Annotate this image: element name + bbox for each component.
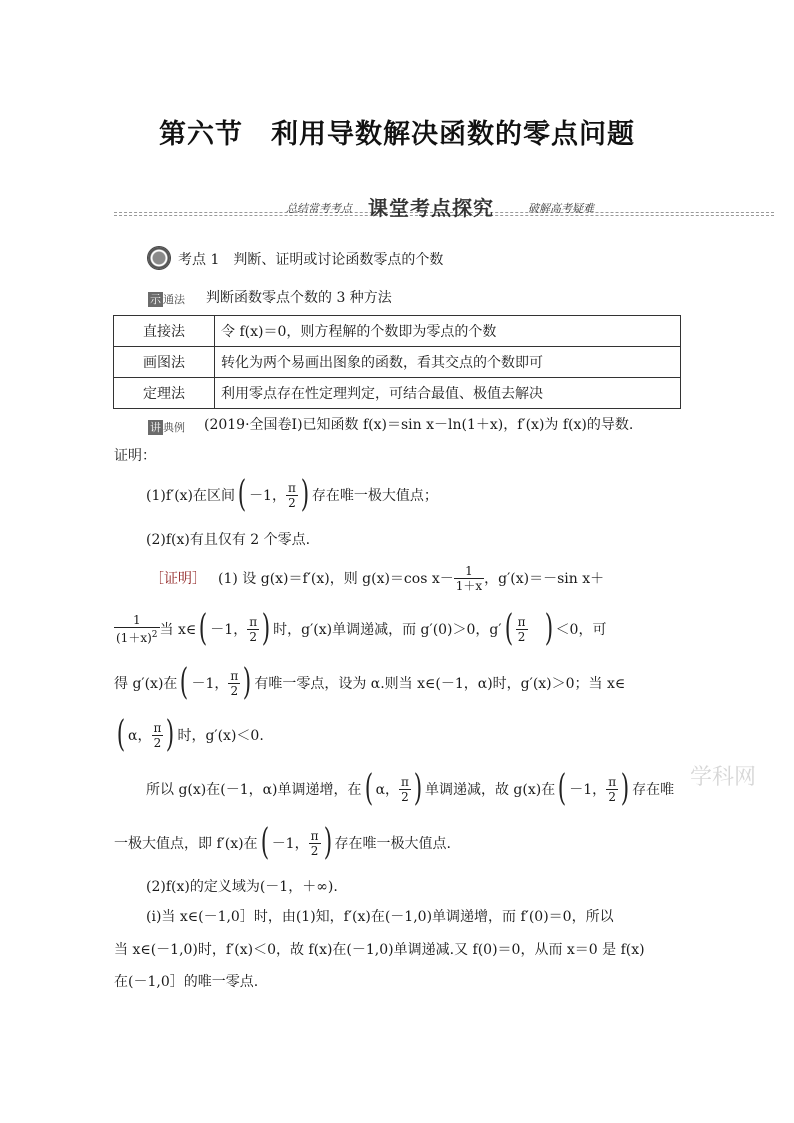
fraction-1-over-1px: $\frac{1}{1+x}$ xyxy=(455,563,483,593)
method-name: 直接法 xyxy=(114,316,215,347)
right-paren: ) xyxy=(166,714,175,755)
banner-left-text: 总结常考考点 xyxy=(286,202,352,215)
proof-p2-a: 当 x∈ xyxy=(159,622,197,638)
method-name: 画图法 xyxy=(114,347,215,378)
banner-right-text: 破解高考疑难 xyxy=(528,202,594,215)
right-paren: ) xyxy=(243,662,252,703)
page-title: 第六节 利用导数解决函数的零点问题 xyxy=(159,119,635,150)
question-1 xyxy=(146,475,438,515)
proof-p3-b: 有唯一零点，设为 α.则当 x∈(－1，α)时，g′(x)＞0；当 x∈ xyxy=(254,676,626,692)
q1-interval-left: －1， xyxy=(249,488,286,504)
left-paren: ( xyxy=(199,608,208,649)
method-name: 定理法 xyxy=(114,378,215,409)
left-paren: ( xyxy=(558,768,567,809)
tongfa-label-group xyxy=(148,288,185,307)
method-desc: 转化为两个易画出图象的函数，看其交点的个数即可 xyxy=(215,347,681,378)
proof-label: ［证明］ xyxy=(150,571,206,587)
proof-p6-b: 存在唯一极大值点. xyxy=(334,836,451,852)
banner-title: 课堂考点探究 xyxy=(368,196,494,220)
proof-p5-interval2-left: －1， xyxy=(569,782,607,798)
right-paren: ) xyxy=(261,608,271,649)
fraction-pi-over-2: $\frac{\pi}{2}$ xyxy=(249,614,258,644)
proof-line-6 xyxy=(114,822,451,864)
proof-line-9: 当 x∈(－1,0)时，f′(x)＜0，故 f(x)在(－1,0)单调递减.又 f(0)＝0，从而 x＝0 是 f(x) xyxy=(114,942,645,958)
tongfa-text: 判断函数零点个数的 3 种方法 xyxy=(206,290,392,306)
proof-line-2 xyxy=(114,608,606,650)
q1-suffix: 存在唯一极大值点； xyxy=(311,488,438,504)
proof-line-8: (ⅰ)当 x∈(－1,0］时，由(1)知，f′(x)在(－1,0)单调递增，而 f′(0)＝0，所以 xyxy=(146,909,614,925)
example-label-group xyxy=(148,416,185,435)
fraction-pi-over-2: $\frac{\pi}{2}$ xyxy=(153,720,162,750)
proof-line-10: 在(－1,0］的唯一零点. xyxy=(114,974,259,990)
right-paren: ) xyxy=(413,768,423,809)
method-desc: 利用零点存在性定理判定，可结合最值、极值去解决 xyxy=(215,378,681,409)
question-2: (2)f(x)有且仅有 2 个零点. xyxy=(146,532,311,548)
proof-p5-c: 存在唯 xyxy=(632,782,675,798)
right-paren: ) xyxy=(544,608,553,649)
proof-p2-interval-left: －1， xyxy=(210,622,248,638)
proof-p5-a: 所以 g(x)在(－1，α)单调递增，在 xyxy=(146,782,362,798)
proof-p2-b: 时，g′(x)单调递减，而 g′(0)＞0，g′ xyxy=(273,622,502,638)
fraction-pi-over-2: $\frac{\pi}{2}$ xyxy=(230,668,239,698)
table-row xyxy=(114,347,681,378)
tongfa-tag: 示 xyxy=(150,293,161,306)
proof-p4-interval-left: α， xyxy=(128,728,152,744)
proof-line-7: (2)f(x)的定义域为(－1，＋∞). xyxy=(146,879,338,895)
left-paren: ( xyxy=(237,474,247,515)
section-bullet-icon xyxy=(148,247,170,269)
proof-p2-c: ＜0，可 xyxy=(555,622,607,638)
proof-p6-a: 一极大值点，即 f′(x)在 xyxy=(114,836,258,852)
proof-p1-a: (1) 设 g(x)＝f′(x)，则 g(x)＝cos x－ xyxy=(218,571,454,587)
table-row xyxy=(114,316,681,347)
proof-p5-b: 单调递减，故 g(x)在 xyxy=(424,782,556,798)
table-row xyxy=(114,378,681,409)
fraction-pi-over-2: $\frac{\pi}{2}$ xyxy=(608,774,617,804)
fraction-pi-over-2: $\frac{\pi}{2}$ xyxy=(310,828,319,858)
proof-p5-interval-left: α， xyxy=(375,782,400,798)
watermark: 学科网 xyxy=(690,765,757,790)
left-paren: ( xyxy=(116,714,126,755)
q1-prefix: (1)f′(x)在区间 xyxy=(146,488,236,504)
right-paren: ) xyxy=(300,474,310,515)
method-desc: 令 f(x)＝0，则方程解的个数即为零点的个数 xyxy=(215,316,681,347)
fraction-pi-over-2: $\frac{\pi}{2}$ xyxy=(287,480,296,510)
proof-p4-b: 时，g′(x)＜0. xyxy=(177,728,264,744)
left-paren: ( xyxy=(260,822,269,863)
right-paren: ) xyxy=(620,768,630,809)
proof-line-4 xyxy=(114,714,264,756)
proof-p1-b: ，g′(x)＝－sin x＋ xyxy=(484,571,605,587)
left-paren: ( xyxy=(364,768,373,809)
proof-line-5 xyxy=(146,768,674,810)
proof-p3-a: 得 g′(x)在 xyxy=(114,676,178,692)
proof-p6-interval-left: －1， xyxy=(271,836,309,852)
section-heading: 考点 1 判断、证明或讨论函数零点的个数 xyxy=(178,252,444,268)
proof-line-3 xyxy=(114,662,625,704)
example-tag: 讲 xyxy=(150,421,161,434)
left-paren: ( xyxy=(180,662,189,703)
example-prove-label: 证明： xyxy=(114,448,156,464)
fraction-1-over-1px-sq: $\frac{1}{(1+x)^2}$ xyxy=(116,613,158,645)
tongfa-label: 通法 xyxy=(163,293,185,306)
right-paren: ) xyxy=(323,822,332,863)
example-statement: (2019·全国卷Ⅰ)已知函数 f(x)＝sin x－ln(1＋x)，f′(x)为 f(x)的导数. xyxy=(204,417,634,433)
proof-p3-interval-left: －1， xyxy=(191,676,229,692)
fraction-pi-over-2: $\frac{\pi}{2}$ xyxy=(517,614,526,644)
proof-line-1 xyxy=(150,558,604,598)
example-label: 典例 xyxy=(163,421,185,434)
methods-table xyxy=(113,315,681,409)
fraction-pi-over-2: $\frac{\pi}{2}$ xyxy=(401,774,409,804)
left-paren: ( xyxy=(504,608,513,649)
